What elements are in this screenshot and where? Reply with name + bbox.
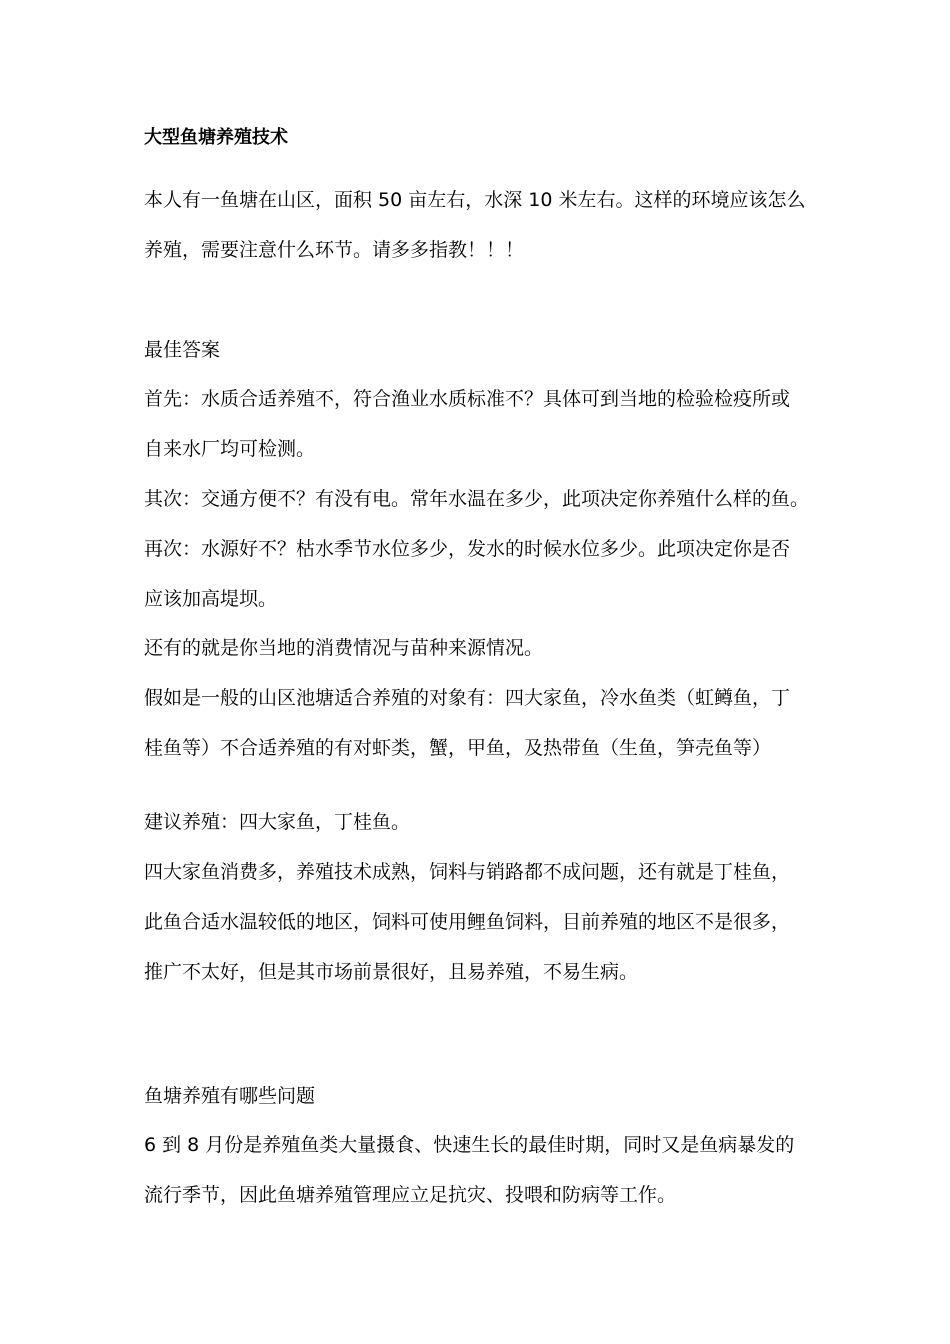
- answer-line: 再次：水源好不？枯水季节水位多少，发水的时候水位多少。此项决定你是否: [144, 538, 791, 560]
- section2-line: 流行季节，因此鱼塘养殖管理应立足抗灾、投喂和防病等工作。: [144, 1184, 677, 1206]
- answer-line: 还有的就是你当地的消费情况与苗种来源情况。: [144, 637, 544, 659]
- suggestion-line: 四大家鱼消费多，养殖技术成熟，饲料与销路都不成问题，还有就是丁桂鱼，: [144, 861, 791, 883]
- suggestion-line: 此鱼合适水温较低的地区，饲料可使用鲤鱼饲料，目前养殖的地区不是很多，: [144, 911, 791, 933]
- answer-line: 自来水厂均可检测。: [144, 438, 316, 460]
- suggestion-line: 推广不太好，但是其市场前景很好，且易养殖，不易生病。: [144, 961, 639, 983]
- document-title: 大型鱼塘养殖技术: [144, 127, 288, 148]
- answer-line: 应该加高堤坝。: [144, 588, 278, 610]
- section2-heading: 鱼塘养殖有哪些问题: [144, 1085, 316, 1107]
- answer-line: 桂鱼等）不合适养殖的有对虾类，蟹，甲鱼，及热带鱼（生鱼，笋壳鱼等）: [144, 737, 772, 759]
- section2-line: 6 到 8 月份是养殖鱼类大量摄食、快速生长的最佳时期，同时又是鱼病暴发的: [144, 1134, 795, 1156]
- question-line: 本人有一鱼塘在山区，面积 50 亩左右，水深 10 米左右。这样的环境应该怎么: [144, 189, 806, 211]
- question-line: 养殖，需要注意什么环节。请多多指教！！！: [144, 239, 525, 261]
- best-answer-heading: 最佳答案: [144, 339, 221, 361]
- answer-line: 其次：交通方便不？有没有电。常年水温在多少，此项决定你养殖什么样的鱼。: [144, 488, 810, 510]
- answer-line: 假如是一般的山区池塘适合养殖的对象有：四大家鱼，冷水鱼类（虹鳟鱼，丁: [144, 687, 791, 709]
- suggestion-line: 建议养殖：四大家鱼，丁桂鱼。: [144, 811, 411, 833]
- answer-line: 首先：水质合适养殖不，符合渔业水质标准不？具体可到当地的检验检疫所或: [144, 388, 791, 410]
